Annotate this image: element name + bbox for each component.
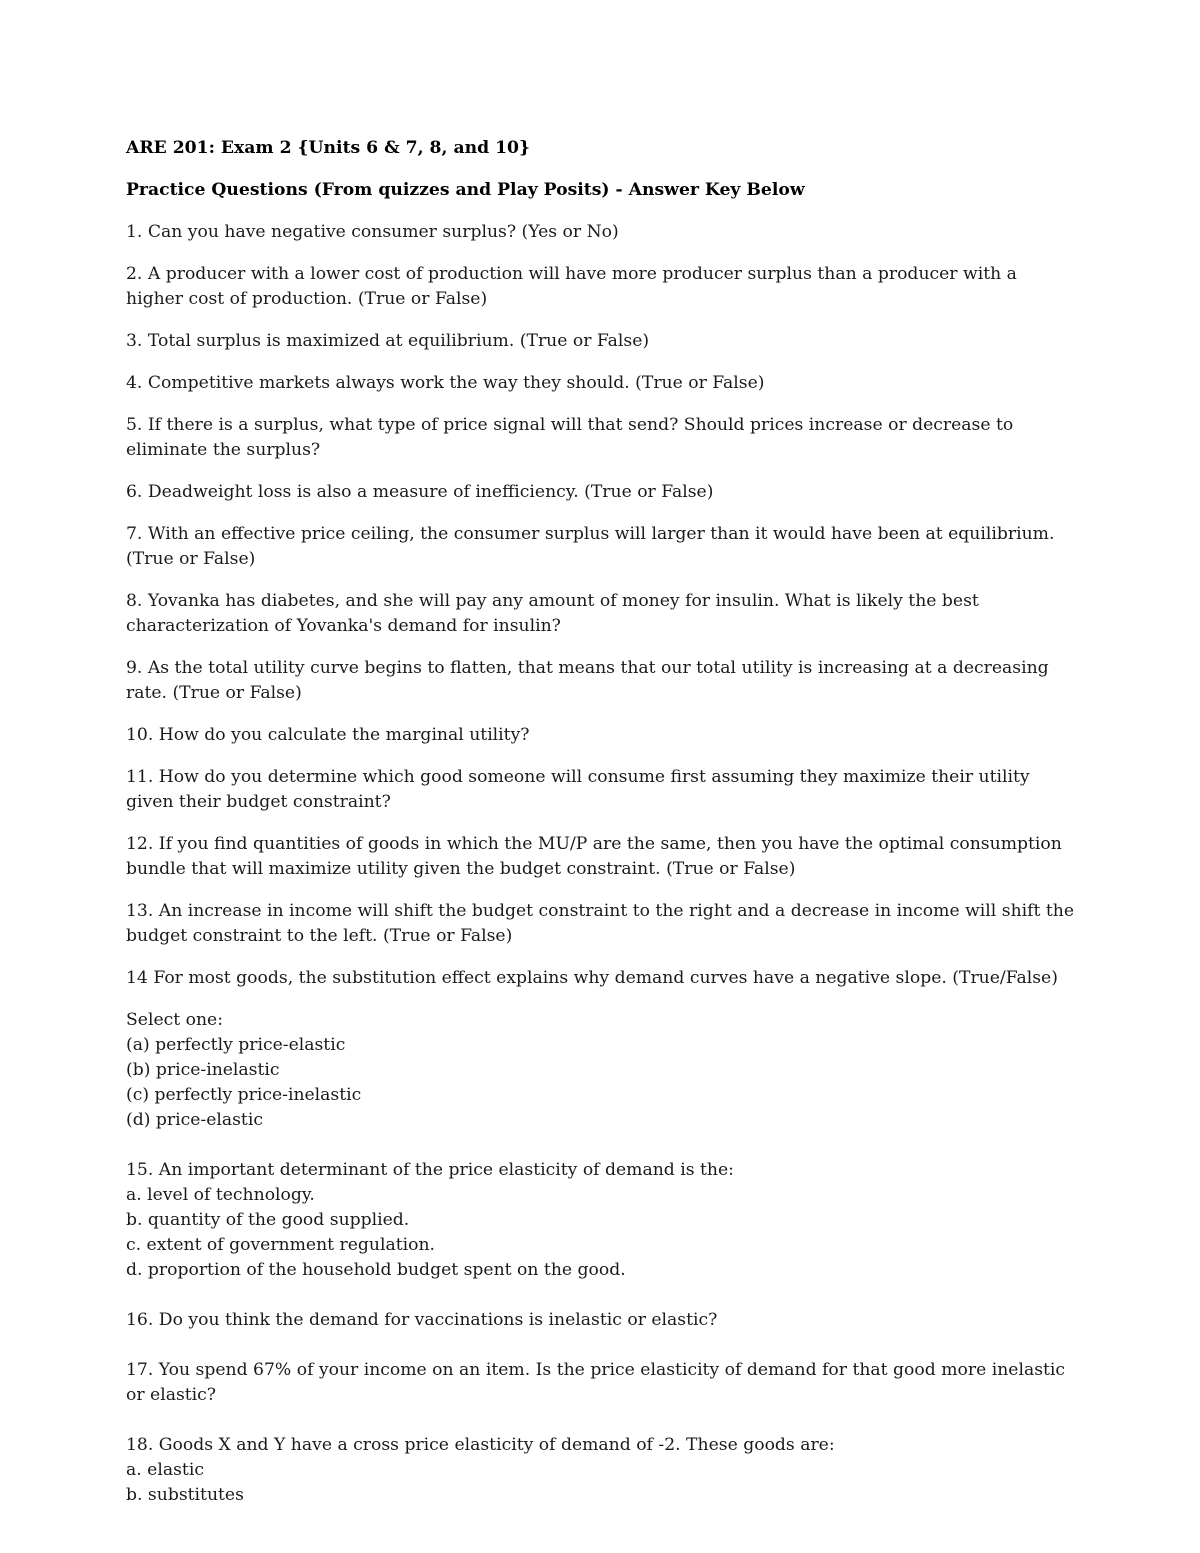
question-15-option-d: d. proportion of the household budget spent on the good. xyxy=(126,1260,626,1280)
document-subtitle: Practice Questions (From quizzes and Play Posits) - Answer Key Below xyxy=(126,180,805,200)
question-16: 16. Do you think the demand for vaccinations is inelastic or elastic? xyxy=(126,1310,718,1330)
question-15-stem: 15. An important determinant of the price elasticity of demand is the: xyxy=(126,1160,734,1180)
question-14: 14 For most goods, the substitution effect explains why demand curves have a negative slope. (True/False) xyxy=(126,968,1058,988)
question-18-option-b: b. substitutes xyxy=(126,1485,244,1505)
question-5: 5. If there is a surplus, what type of price signal will that send? Should prices increase or decrease to eliminate the surplus? xyxy=(126,415,1014,460)
question-17: 17. You spend 67% of your income on an item. Is the price elasticity of demand for that good more inelastic or elastic? xyxy=(126,1360,1066,1405)
question-4: 4. Competitive markets always work the way they should. (True or False) xyxy=(126,373,765,393)
document-page xyxy=(126,136,1076,1525)
select-option-a: (a) perfectly price-elastic xyxy=(126,1035,346,1055)
document-title: ARE 201: Exam 2 {Units 6 & 7, 8, and 10} xyxy=(126,138,531,158)
question-2: 2. A producer with a lower cost of production will have more producer surplus than a producer with a higher cost of production. (True or False) xyxy=(126,264,1017,309)
question-18 xyxy=(126,1433,1076,1508)
question-11: 11. How do you determine which good someone will consume first assuming they maximize their utility given their budget constraint? xyxy=(126,767,1030,812)
question-18-option-a: a. elastic xyxy=(126,1460,204,1480)
question-15-option-b: b. quantity of the good supplied. xyxy=(126,1210,410,1230)
question-15 xyxy=(126,1158,1076,1283)
question-10: 10. How do you calculate the marginal utility? xyxy=(126,725,530,745)
question-6: 6. Deadweight loss is also a measure of inefficiency. (True or False) xyxy=(126,482,714,502)
select-option-b: (b) price-inelastic xyxy=(126,1060,280,1080)
select-option-c: (c) perfectly price-inelastic xyxy=(126,1085,362,1105)
select-one-prompt: Select one: xyxy=(126,1010,223,1030)
select-one-block xyxy=(126,1008,1076,1133)
select-option-d: (d) price-elastic xyxy=(126,1110,263,1130)
question-3: 3. Total surplus is maximized at equilibrium. (True or False) xyxy=(126,331,650,351)
question-9: 9. As the total utility curve begins to flatten, that means that our total utility is increasing at a decreasing rate. (True or False) xyxy=(126,658,1049,703)
question-13: 13. An increase in income will shift the budget constraint to the right and a decrease in income will shift the budget constraint to the left. (True or False) xyxy=(126,901,1075,946)
question-1: 1. Can you have negative consumer surplus? (Yes or No) xyxy=(126,222,619,242)
question-12: 12. If you find quantities of goods in which the MU/P are the same, then you have the optimal consumption bundle that will maximize utility given the budget constraint. (True or False) xyxy=(126,834,1062,879)
question-15-option-a: a. level of technology. xyxy=(126,1185,315,1205)
question-7: 7. With an effective price ceiling, the consumer surplus will larger than it would have been at equilibrium. (True or False) xyxy=(126,524,1055,569)
question-8: 8. Yovanka has diabetes, and she will pay any amount of money for insulin. What is likely the best characterization of Yovanka's demand for insulin? xyxy=(126,591,979,636)
question-15-option-c: c. extent of government regulation. xyxy=(126,1235,436,1255)
question-18-stem: 18. Goods X and Y have a cross price elasticity of demand of -2. These goods are: xyxy=(126,1435,835,1455)
